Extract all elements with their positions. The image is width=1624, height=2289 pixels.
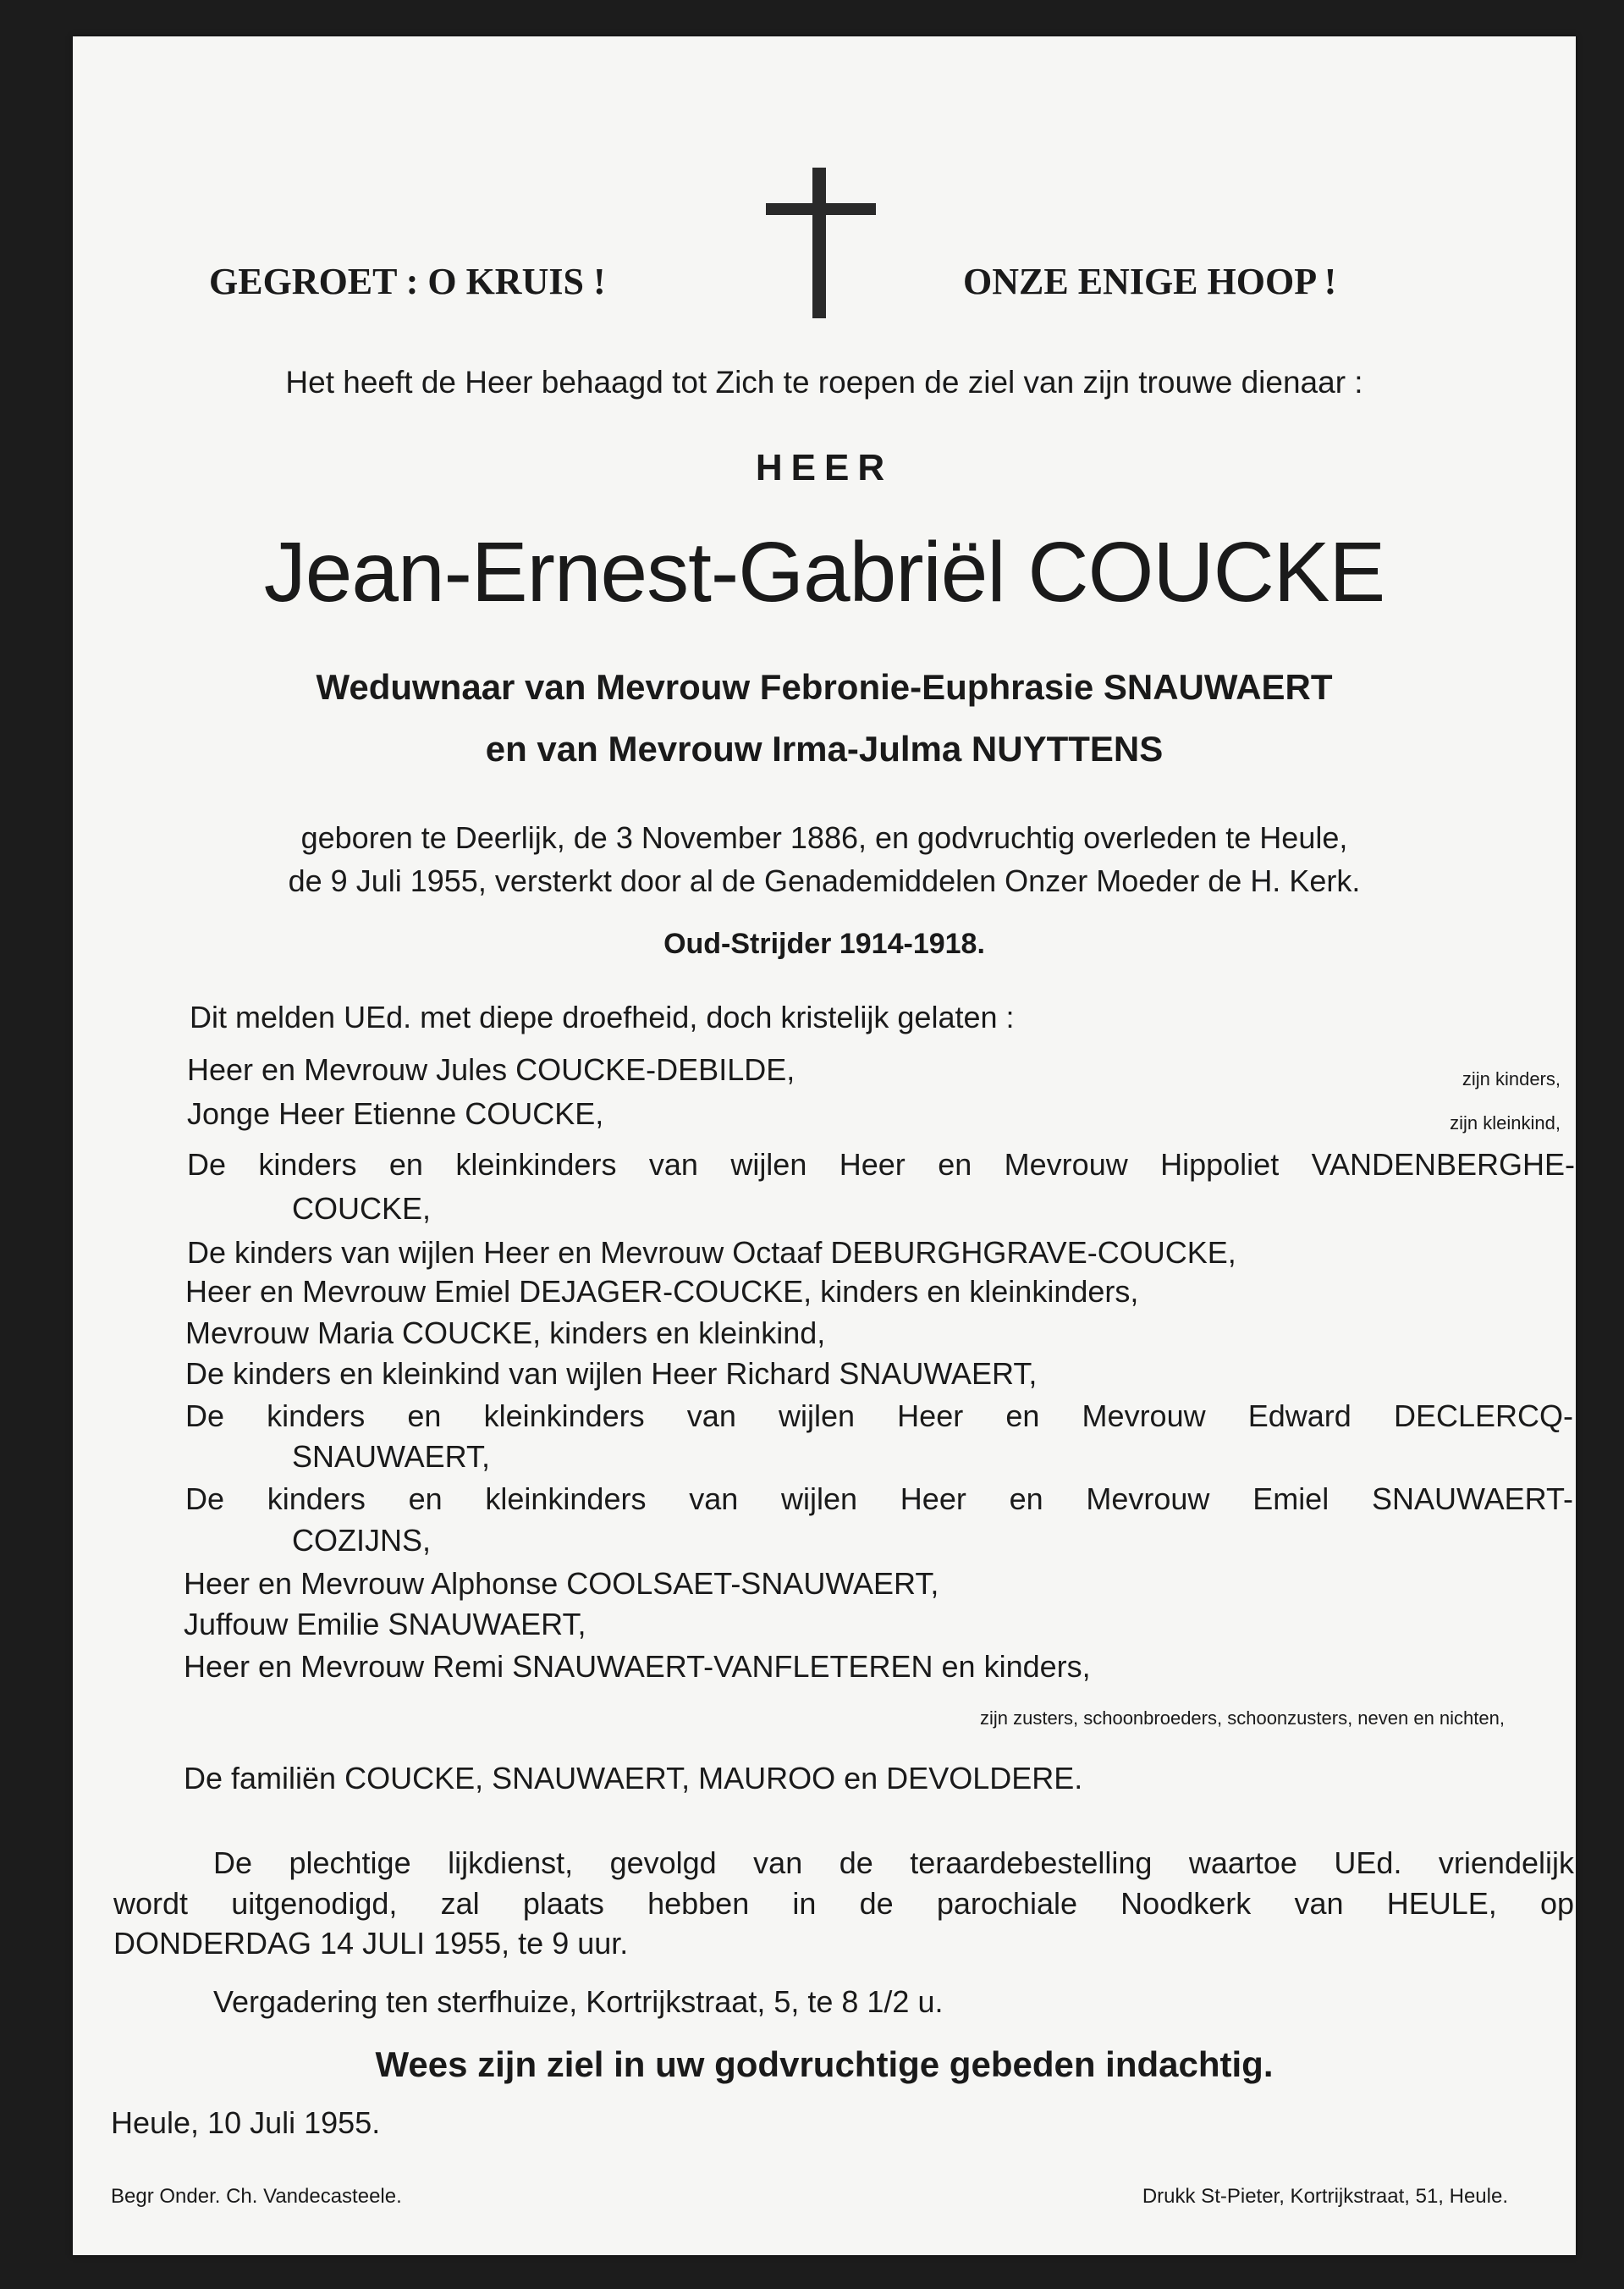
- family-line: De kinders en kleinkinders van wijlen Heer en Mevrouw Emiel SNAUWAERT-: [185, 1481, 1573, 1516]
- family-line: De kinders van wijlen Heer en Mevrouw Octaaf DEBURGHGRAVE-COUCKE,: [187, 1235, 1236, 1270]
- relation-label: zijn kinders,: [1462, 1068, 1561, 1089]
- prayer-text: Wees zijn ziel in uw godvruchtige gebeden indachtig.: [375, 2044, 1274, 2084]
- deceased-name: Jean-Ernest-Gabriël COUCKE: [263, 525, 1385, 620]
- birth-line-2: de 9 Juli 1955, versterkt door al de Genademiddelen Onzer Moeder de H. Kerk.: [288, 863, 1361, 898]
- families-line: De familiën COUCKE, SNAUWAERT, MAUROO en DEVOLDERE.: [184, 1761, 1083, 1795]
- family-line: Heer en Mevrouw Jules COUCKE-DEBILDE,: [187, 1052, 795, 1087]
- family-line: Heer en Mevrouw Remi SNAUWAERT-VANFLETEREN en kinders,: [184, 1649, 1091, 1684]
- family-line: De kinders en kleinkind van wijlen Heer Richard SNAUWAERT,: [185, 1356, 1038, 1391]
- family-line: Jonge Heer Etienne COUCKE,: [187, 1096, 604, 1131]
- header-left: GEGROET : O KRUIS !: [209, 261, 606, 302]
- service-line-3: DONDERDAG 14 JULI 1955, te 9 uur.: [113, 1926, 629, 1961]
- widower-line-1: Weduwnaar van Mevrouw Febronie-Euphrasie SNAUWAERT: [316, 667, 1333, 707]
- family-line: COUCKE,: [292, 1191, 432, 1226]
- place-date: Heule, 10 Juli 1955.: [111, 2105, 381, 2140]
- footer-printer: Drukk St-Pieter, Kortrijkstraat, 51, Heule.: [1142, 2185, 1508, 2208]
- memorial-card: [73, 36, 1576, 2255]
- footer-undertaker: Begr Onder. Ch. Vandecasteele.: [111, 2185, 402, 2208]
- service-line-1: De plechtige lijkdienst, gevolgd van de teraardebestelling waartoe UEd. vriendelijk: [213, 1845, 1574, 1880]
- title-heer: HEER: [755, 447, 894, 488]
- birth-line-1: geboren te Deerlijk, de 3 November 1886, en godvruchtig overleden te Heule,: [300, 820, 1348, 855]
- relation-label: zijn zusters, schoonbroeders, schoonzusters, neven en nichten,: [979, 1707, 1505, 1729]
- meeting-text: Vergadering ten sterfhuize, Kortrijkstraat, 5, te 8 1/2 u.: [213, 1984, 944, 2019]
- relation-label: zijn kleinkind,: [1450, 1112, 1561, 1133]
- family-line: De kinders en kleinkinders van wijlen Heer en Mevrouw Edward DECLERCQ-: [185, 1398, 1573, 1433]
- intro-text: Het heeft de Heer behaagd tot Zich te roepen de ziel van zijn trouwe dienaar :: [285, 365, 1363, 400]
- family-line: Heer en Mevrouw Emiel DEJAGER-COUCKE, kinders en kleinkinders,: [185, 1274, 1139, 1309]
- announce-text: Dit melden UEd. met diepe droefheid, doch kristelijk gelaten :: [190, 1000, 1015, 1034]
- family-line: Heer en Mevrouw Alphonse COOLSAET-SNAUWAERT,: [184, 1566, 939, 1601]
- family-line: Juffouw Emilie SNAUWAERT,: [184, 1607, 586, 1641]
- widower-line-2: en van Mevrouw Irma-Julma NUYTTENS: [485, 729, 1164, 769]
- family-line: De kinders en kleinkinders van wijlen Heer en Mevrouw Hippoliet VANDENBERGHE-: [187, 1147, 1575, 1182]
- veteran-text: Oud-Strijder 1914-1918.: [663, 928, 985, 960]
- header-right: ONZE ENIGE HOOP !: [963, 261, 1337, 302]
- service-line-2: wordt uitgenodigd, zal plaats hebben in de parochiale Noodkerk van HEULE, op: [113, 1886, 1574, 1921]
- family-line: COZIJNS,: [292, 1523, 432, 1558]
- family-line: SNAUWAERT,: [292, 1439, 491, 1474]
- family-line: Mevrouw Maria COUCKE, kinders en kleinkind,: [185, 1315, 826, 1350]
